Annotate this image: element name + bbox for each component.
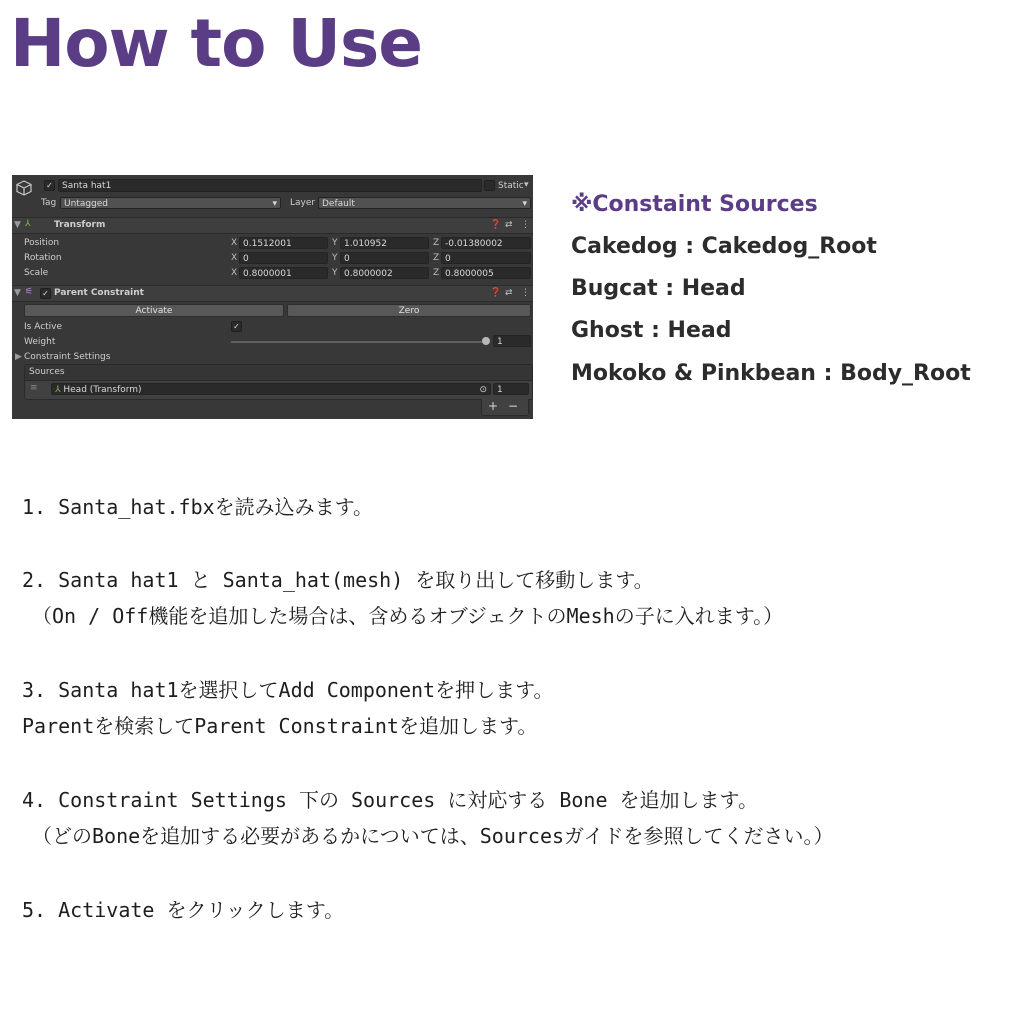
source-entry: Ghost : Head — [571, 318, 732, 343]
transform-icon: ⅄ — [25, 219, 31, 229]
more-options-icon[interactable]: ⋮ — [521, 288, 530, 298]
weight-slider-track[interactable] — [231, 341, 487, 343]
source-object-label: Head (Transform) — [63, 385, 142, 395]
list-add-remove-footer — [481, 399, 529, 416]
sources-label: Sources — [29, 367, 65, 377]
zero-button[interactable]: Zero — [287, 304, 531, 317]
preset-icon[interactable]: ⇄ — [505, 288, 513, 298]
position-z-field[interactable]: -0.01380002 — [441, 237, 531, 249]
source-entry: Cakedog : Cakedog_Root — [571, 234, 877, 259]
step-4-note: （どのBoneを追加する必要があるかについては、Sourcesガイドを参照してください。） — [32, 824, 834, 848]
static-dropdown-icon[interactable]: ▾ — [524, 180, 529, 190]
weight-label: Weight — [24, 337, 56, 347]
tag-value: Untagged — [64, 199, 109, 209]
scale-x-field[interactable]: 0.8000001 — [239, 267, 328, 279]
help-icon[interactable]: ❓ — [490, 288, 502, 298]
step-2-note: （On / Off機能を追加した場合は、含めるオブジェクトのMeshの子に入れます。） — [32, 604, 784, 628]
step-4: 4. Constraint Settings 下の Sources に対応する Bone を追加します。 — [22, 788, 758, 812]
rotation-z-field[interactable]: 0 — [441, 252, 531, 264]
object-active-checkbox[interactable]: ✓ — [44, 180, 55, 191]
axis-x-label: X — [231, 253, 238, 263]
axis-y-label: Y — [332, 268, 338, 278]
position-x-field[interactable]: 0.1512001 — [239, 237, 328, 249]
step-5: 5. Activate をクリックします。 — [22, 898, 345, 922]
layer-value: Default — [322, 199, 355, 209]
tag-dropdown[interactable] — [60, 197, 281, 209]
axis-y-label: Y — [332, 238, 338, 248]
axis-z-label: Z — [433, 253, 440, 263]
axis-z-label: Z — [433, 238, 440, 248]
unity-inspector-panel — [12, 175, 533, 419]
parent-constraint-header[interactable] — [12, 285, 533, 302]
layer-dropdown[interactable] — [318, 197, 531, 209]
axis-x-label: X — [231, 268, 238, 278]
remove-source-button[interactable]: − — [508, 399, 519, 413]
rotation-x-field[interactable]: 0 — [239, 252, 328, 264]
source-entry: Mokoko & Pinkbean : Body_Root — [571, 361, 971, 386]
transform-title: Transform — [54, 220, 106, 230]
parent-constraint-title: Parent Constraint — [54, 288, 144, 298]
rotation-y-field[interactable]: 0 — [340, 252, 429, 264]
scale-y-field[interactable]: 0.8000002 — [340, 267, 429, 279]
weight-value-field[interactable]: 1 — [493, 335, 531, 347]
source-object-field[interactable] — [51, 383, 491, 395]
constraint-sources-heading: ※Constaint Sources — [571, 192, 818, 217]
step-3: 3. Santa hat1を選択してAdd Componentを押します。 — [22, 678, 554, 702]
constraint-icon: ⚟ — [25, 287, 34, 297]
scale-z-field[interactable]: 0.8000005 — [441, 267, 531, 279]
static-label: Static — [498, 181, 524, 191]
activate-button[interactable]: Activate — [24, 304, 284, 317]
transform-header[interactable] — [12, 217, 533, 234]
weight-slider-thumb[interactable] — [482, 337, 490, 345]
position-y-field[interactable]: 1.010952 — [340, 237, 429, 249]
object-name-field[interactable]: Santa hat1 — [58, 179, 482, 192]
transform-icon: ⅄ — [55, 385, 61, 395]
sources-list-header — [25, 365, 532, 381]
foldout-arrow-icon: ▼ — [14, 220, 21, 230]
page-title: How to Use — [10, 5, 423, 82]
rotation-label: Rotation — [24, 253, 62, 263]
scale-label: Scale — [24, 268, 49, 278]
foldout-arrow-icon: ▼ — [14, 288, 21, 298]
chevron-down-icon: ▾ — [272, 199, 277, 209]
tag-label: Tag — [41, 198, 57, 208]
preset-icon[interactable]: ⇄ — [505, 220, 513, 230]
axis-z-label: Z — [433, 268, 440, 278]
step-1: 1. Santa_hat.fbxを読み込みます。 — [22, 495, 374, 519]
static-checkbox[interactable] — [484, 180, 495, 191]
step-3-continued: Parentを検索してParent Constraintを追加します。 — [22, 714, 538, 738]
drag-handle-icon[interactable]: ≡ — [30, 383, 38, 393]
help-icon[interactable]: ❓ — [490, 220, 502, 230]
layer-label: Layer — [290, 198, 316, 208]
axis-y-label: Y — [332, 253, 338, 263]
axis-x-label: X — [231, 238, 238, 248]
gameobject-cube-icon — [15, 179, 33, 197]
source-weight-field[interactable]: 1 — [493, 383, 529, 395]
constraint-settings-label[interactable]: Constraint Settings — [24, 352, 111, 362]
is-active-label: Is Active — [24, 322, 63, 332]
step-2: 2. Santa hat1 と Santa_hat(mesh) を取り出して移動します。 — [22, 568, 654, 592]
more-options-icon[interactable]: ⋮ — [521, 220, 530, 230]
constraint-enabled-checkbox[interactable]: ✓ — [40, 288, 51, 299]
foldout-arrow-icon[interactable]: ▶ — [15, 352, 22, 362]
object-picker-icon[interactable]: ⊙ — [479, 385, 487, 395]
position-label: Position — [24, 238, 60, 248]
is-active-checkbox[interactable]: ✓ — [231, 321, 242, 332]
add-source-button[interactable]: + — [488, 399, 499, 413]
sources-list — [24, 364, 533, 400]
source-entry: Bugcat : Head — [571, 276, 746, 301]
chevron-down-icon: ▾ — [522, 199, 527, 209]
